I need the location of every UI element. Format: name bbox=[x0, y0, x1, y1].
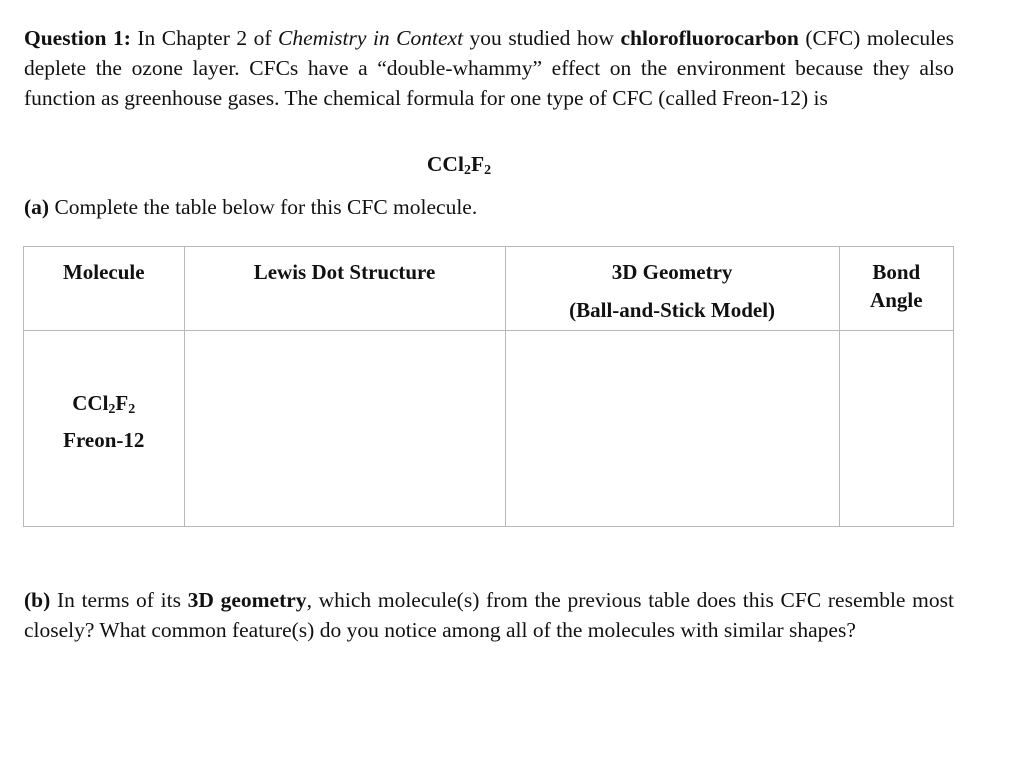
part-b-text-2: , which molecule(s) from the previous table does this CFC resemble most closely? What common feature(s) do you notice among all of the molecules with similar shapes? bbox=[24, 588, 954, 642]
part-b-emphasis: 3D geometry bbox=[187, 588, 307, 612]
part-b-label: (b) bbox=[24, 588, 51, 612]
header-lewis-label: Lewis Dot Structure bbox=[253, 260, 436, 284]
question-text-1: In Chapter 2 of bbox=[130, 26, 279, 50]
formula-prefix: CCl bbox=[426, 152, 464, 176]
table-row bbox=[24, 331, 954, 527]
header-geometry bbox=[505, 247, 839, 331]
cell-molecule-name: Freon-12 bbox=[63, 428, 145, 452]
cell-molecule bbox=[24, 331, 185, 527]
key-term: chlorofluorocarbon bbox=[620, 26, 799, 50]
cell-3d-geometry[interactable] bbox=[505, 331, 839, 527]
question-label: Question 1: bbox=[24, 26, 131, 50]
cell-formula-mid: F bbox=[115, 391, 129, 415]
table-header-row bbox=[24, 247, 954, 331]
part-a-text: Complete the table below for this CFC molecule. bbox=[49, 195, 478, 219]
molecule-table bbox=[23, 246, 954, 527]
header-geometry-sublabel: (Ball-and-Stick Model) bbox=[569, 298, 776, 322]
cell-lewis-structure[interactable] bbox=[184, 331, 505, 527]
part-b-prompt bbox=[24, 585, 954, 645]
cell-bond-angle[interactable] bbox=[839, 331, 953, 527]
chemical-formula bbox=[0, 152, 918, 179]
header-geometry-label: 3D Geometry bbox=[611, 260, 733, 284]
header-molecule-label: Molecule bbox=[62, 260, 145, 284]
cell-formula-sub-1: 2 bbox=[108, 402, 116, 417]
part-a-prompt bbox=[24, 192, 954, 222]
book-title: Chemistry in Context bbox=[278, 26, 464, 50]
header-lewis bbox=[184, 247, 505, 331]
cell-molecule-formula bbox=[24, 388, 184, 425]
question-text-3: (CFC) molecules deplete the ozone layer. CFCs have a “double-whammy” effect on the environment because they also function as greenhouse gases. The chemical formula for one type of CFC (called Freon-12) is bbox=[24, 26, 955, 110]
formula-sub-2: 2 bbox=[484, 163, 492, 178]
header-molecule bbox=[24, 247, 185, 331]
question-1-paragraph bbox=[24, 23, 954, 113]
part-b-text-1: In terms of its bbox=[50, 588, 188, 612]
header-bond-angle bbox=[839, 247, 953, 331]
formula-mid: F bbox=[470, 152, 485, 176]
question-text-2: you studied how bbox=[463, 26, 621, 50]
formula-sub-1: 2 bbox=[463, 163, 471, 178]
cell-formula-sub-2: 2 bbox=[128, 402, 136, 417]
cell-formula-prefix: CCl bbox=[72, 391, 109, 415]
header-bond-label: Bond bbox=[872, 260, 921, 284]
part-a-label: (a) bbox=[24, 195, 50, 219]
header-angle-label: Angle bbox=[870, 288, 923, 312]
